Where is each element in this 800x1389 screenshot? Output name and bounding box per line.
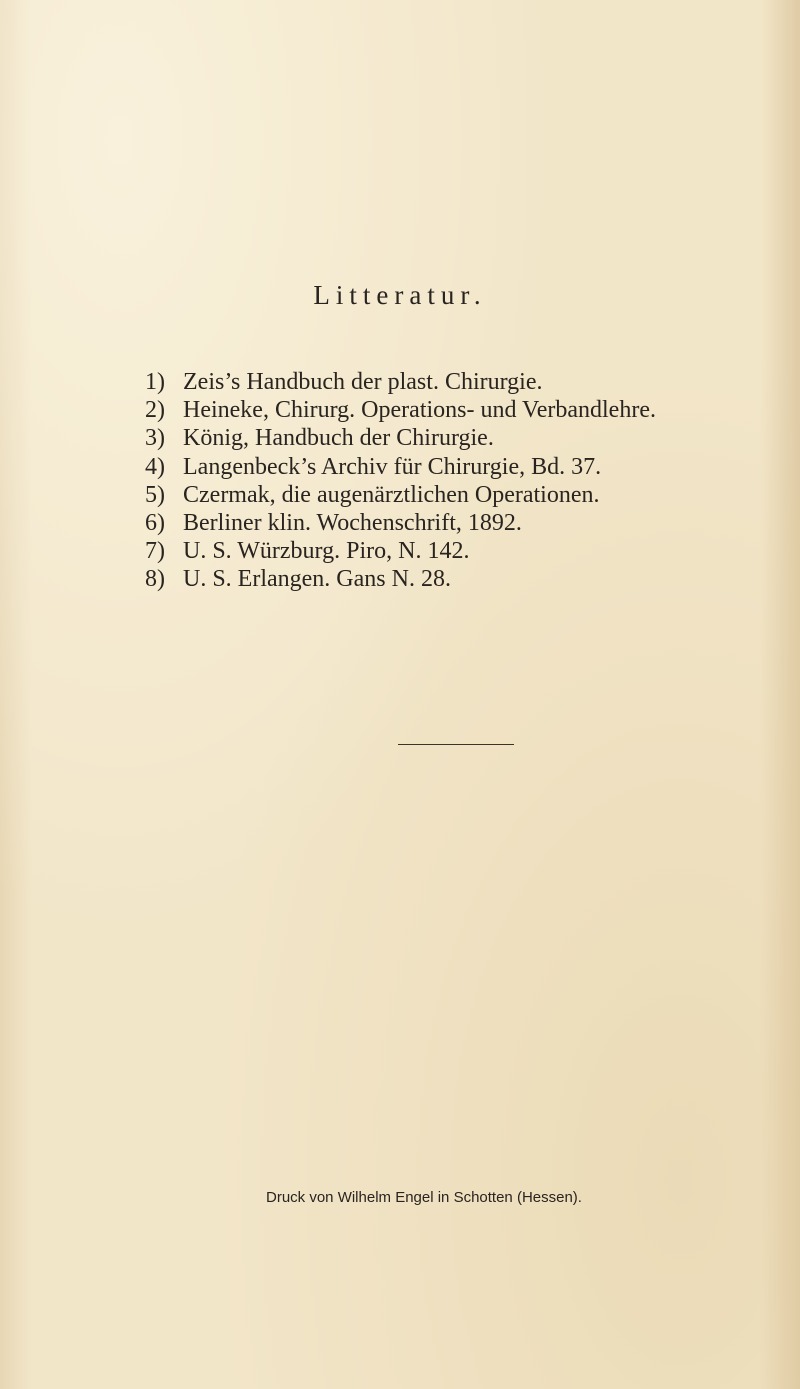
reference-item: [145, 537, 656, 565]
reference-item: [145, 509, 656, 537]
page-title: Litteratur.: [313, 280, 487, 310]
reference-number: 8): [145, 566, 165, 593]
reference-number: 2): [145, 397, 165, 424]
reference-item: [145, 424, 656, 452]
reference-text: Langenbeck’s Archiv für Chirurgie, Bd. 37.: [183, 453, 602, 480]
reference-number: 3): [145, 425, 165, 452]
reference-item: [145, 368, 656, 396]
reference-item: [145, 396, 656, 424]
reference-text: U. S. Erlangen. Gans N. 28.: [183, 566, 451, 593]
reference-number: 1): [145, 369, 165, 395]
reference-number: 4): [145, 453, 165, 480]
reference-item: [145, 565, 656, 593]
reference-text: U. S. Würzburg. Piro, N. 142.: [183, 538, 470, 565]
printer-imprint: Druck von Wilhelm Engel in Schotten (Hessen).: [266, 1189, 582, 1206]
reference-text: Czermak, die augenärztlichen Operationen.: [183, 481, 600, 508]
reference-number: 5): [145, 481, 165, 508]
divider-rule: [398, 744, 514, 745]
reference-text: König, Handbuch der Chirurgie.: [183, 425, 494, 452]
reference-number: 7): [145, 538, 165, 565]
reference-text: Berliner klin. Wochenschrift, 1892.: [183, 510, 522, 537]
reference-list: [145, 368, 656, 594]
reference-number: 6): [145, 510, 165, 537]
reference-item: [145, 453, 656, 481]
reference-text: Zeis’s Handbuch der plast. Chirurgie.: [183, 369, 543, 395]
reference-item: [145, 481, 656, 509]
reference-text: Heineke, Chirurg. Operations- und Verbandlehre.: [183, 397, 656, 424]
